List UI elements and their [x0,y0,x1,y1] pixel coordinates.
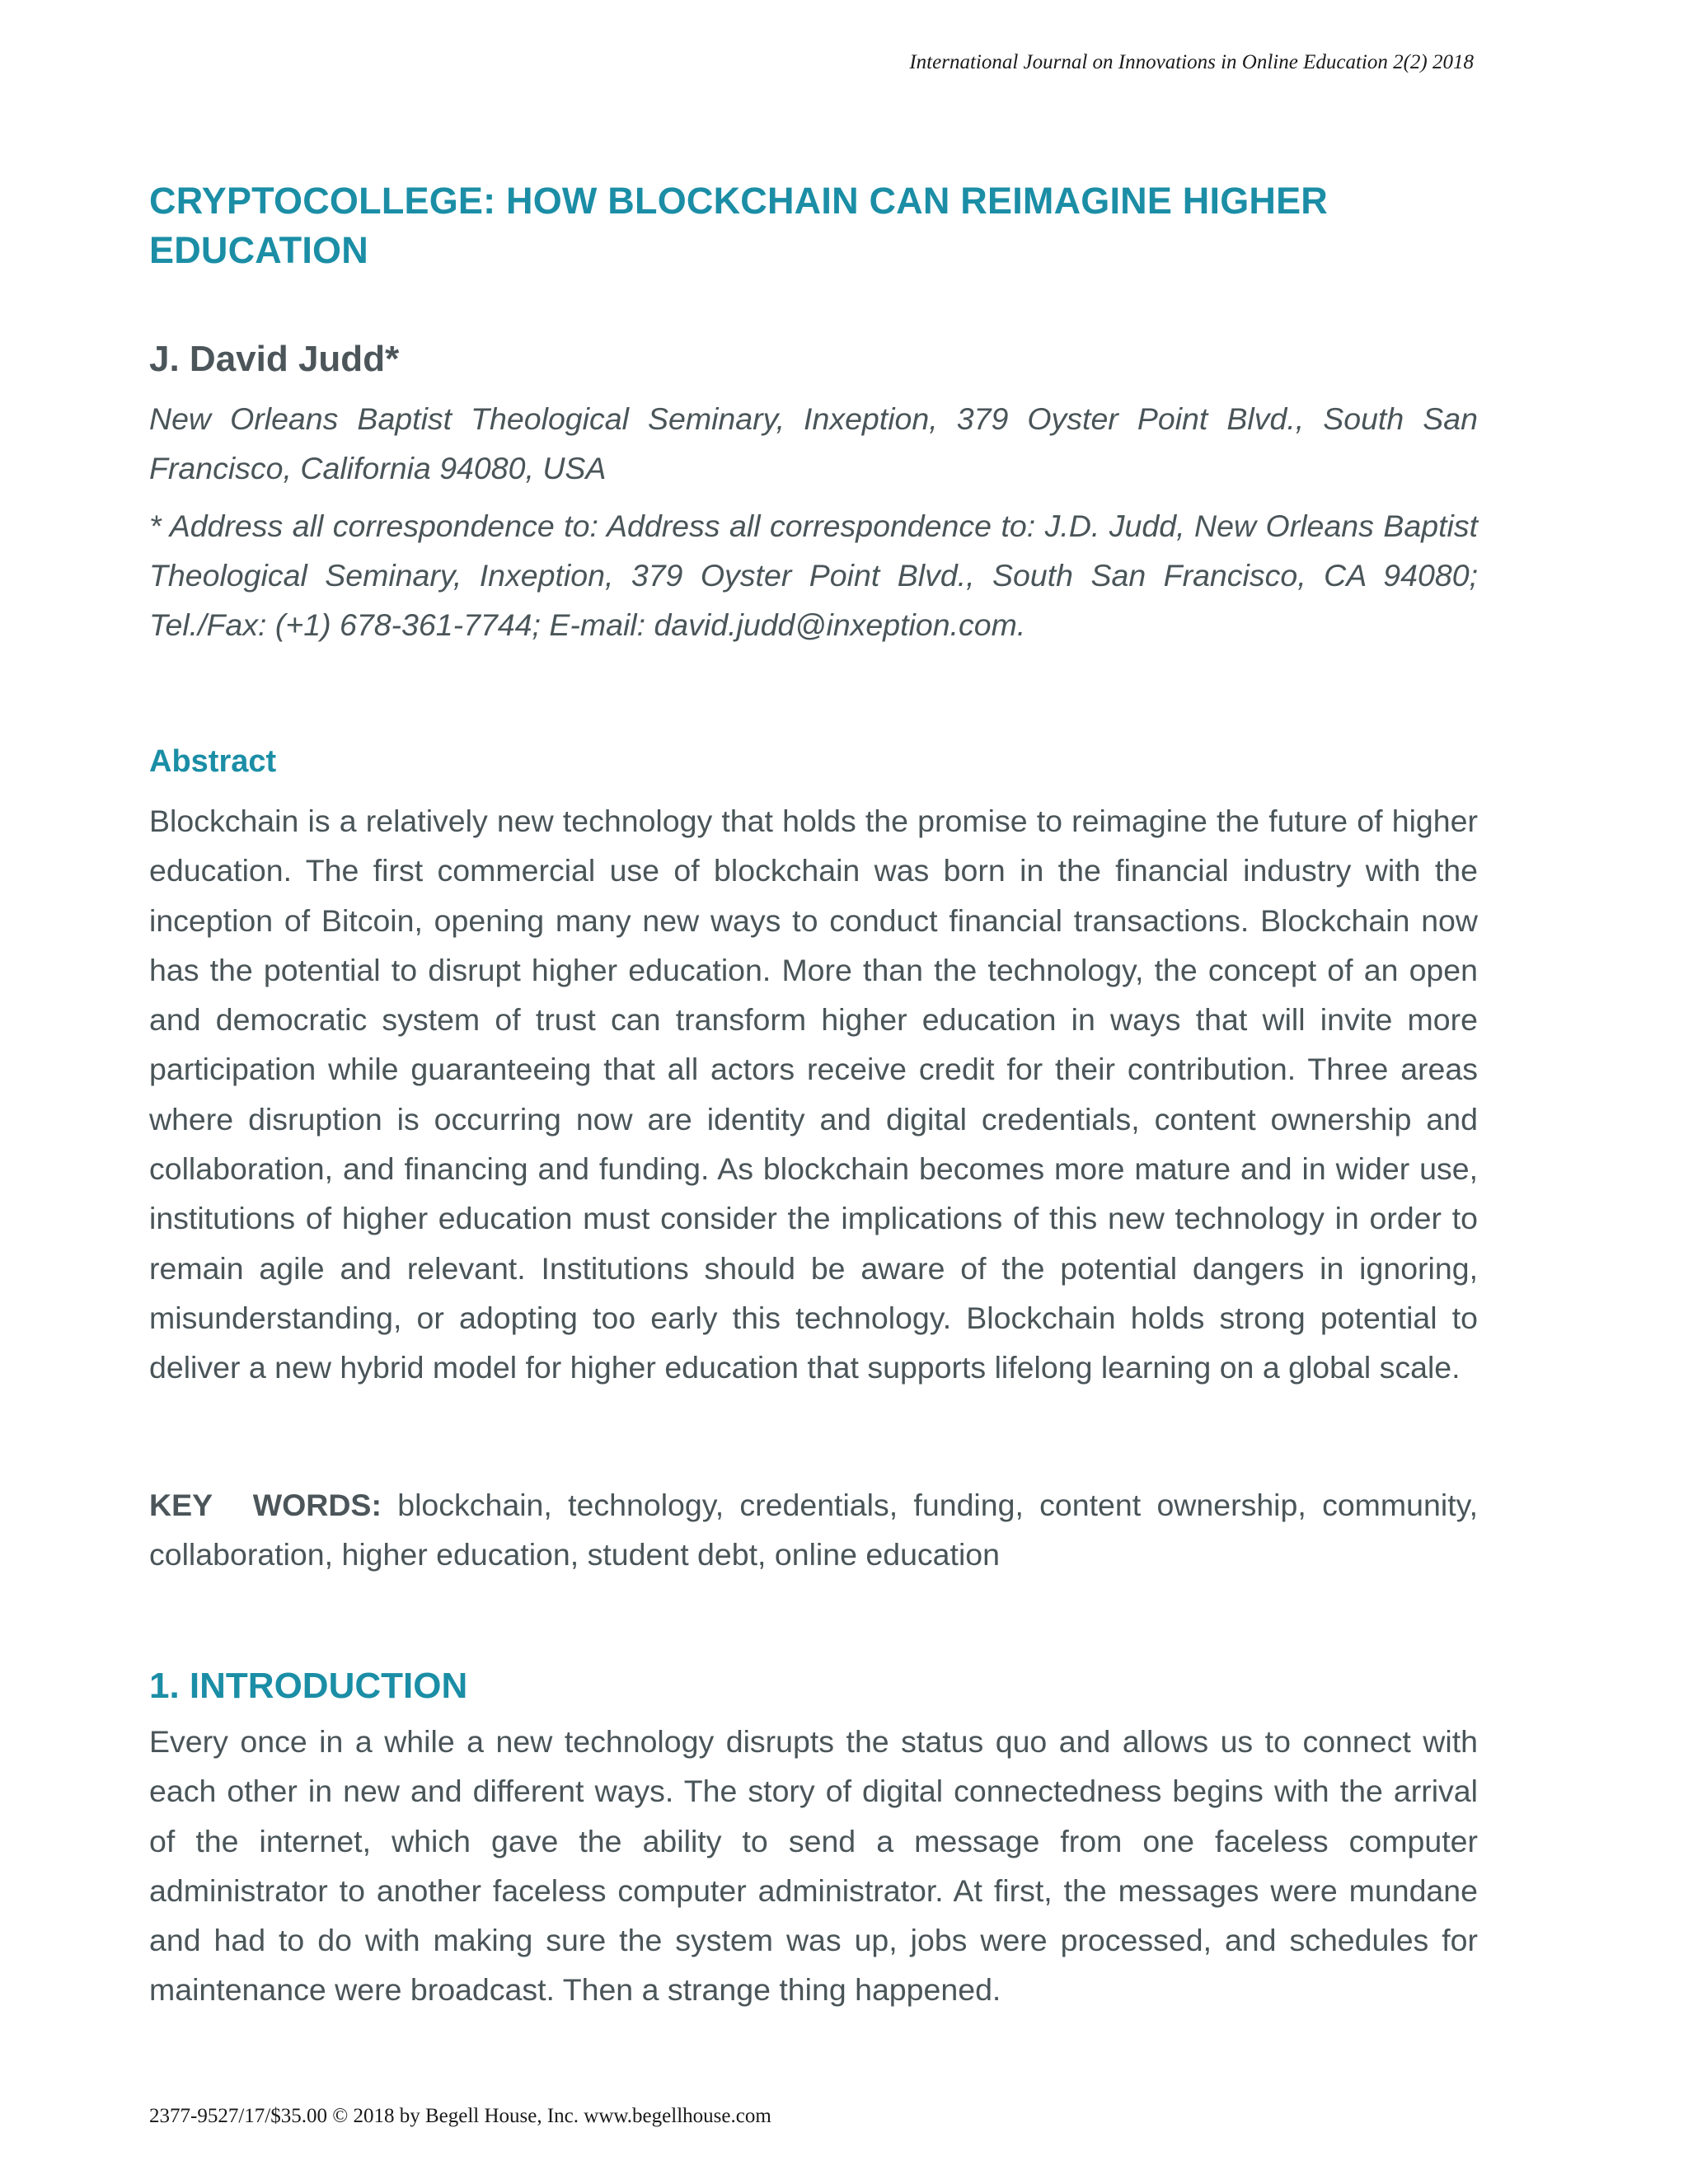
introduction-heading: 1. INTRODUCTION [149,1666,468,1706]
keywords-label: KEY WORDS: [149,1488,382,1522]
abstract-text: Blockchain is a relatively new technology that holds the promise to reimagine the future of higher education. The first commercial use of blockchain was born in the financial industry with the inception of Bitcoin, opening many new ways to conduct financial transactions. Blockchain now has the potential to disrupt higher education. More than the technology, the concept of an open and democratic system of trust can transform higher education in ways that will invite more participation while guaranteeing that all actors receive credit for their contribution. Three areas where disruption is occurring now are identity and digital credentials, content ownership and collaboration, and financing and funding. As blockchain becomes more mature and in wider use, institutions of higher education must consider the implications of this new technology in order to remain agile and relevant. Institutions should be aware of the potential dangers in ignoring, misunderstanding, or adopting too early this technology. Blockchain holds strong potential to deliver a new hybrid model for higher education that supports lifelong learning on a global scale. [149,804,1478,1385]
abstract-heading: Abstract [149,744,277,779]
author-name: J. David Judd* [149,339,400,379]
keywords [149,1480,1478,1579]
author-affiliation: New Orleans Baptist Theological Seminary, Inxeption, 379 Oyster Point Blvd., South San Francisco, California 94080, USA [149,401,1478,485]
correspondence-note: * Address all correspondence to: Address all correspondence to: J.D. Judd, New Orleans Baptist Theological Seminary, Inxeption, 379 Oyster Point Blvd., South San Francisco, CA 94080; Tel./Fax: (+1) 678-361-7744; E-mail: david.judd@inxeption.com. [149,509,1478,642]
page-footer: 2377-9527/17/$35.00 © 2018 by Begell House, Inc. www.begellhouse.com [149,2105,771,2127]
paper-title: CRYPTOCOLLEGE: HOW BLOCKCHAIN CAN REIMAGINE HIGHER EDUCATION [149,180,1329,271]
introduction-text: Every once in a while a new technology disrupts the status quo and allows us to connect with each other in new and different ways. The story of digital connectedness begins with the arrival of the internet, which gave the ability to send a message from one faceless computer administrator to another faceless computer administrator. At first, the messages were mundane and had to do with making sure the system was up, jobs were processed, and schedules for maintenance were broadcast. Then a strange thing happened. [149,1724,1478,2008]
running-header: International Journal on Innovations in Online Education 2(2) 2018 [909,51,1474,73]
keywords-text: blockchain, technology, credentials, funding, content ownership, community, collaboration, higher education, student debt, online education [149,1488,1478,1572]
